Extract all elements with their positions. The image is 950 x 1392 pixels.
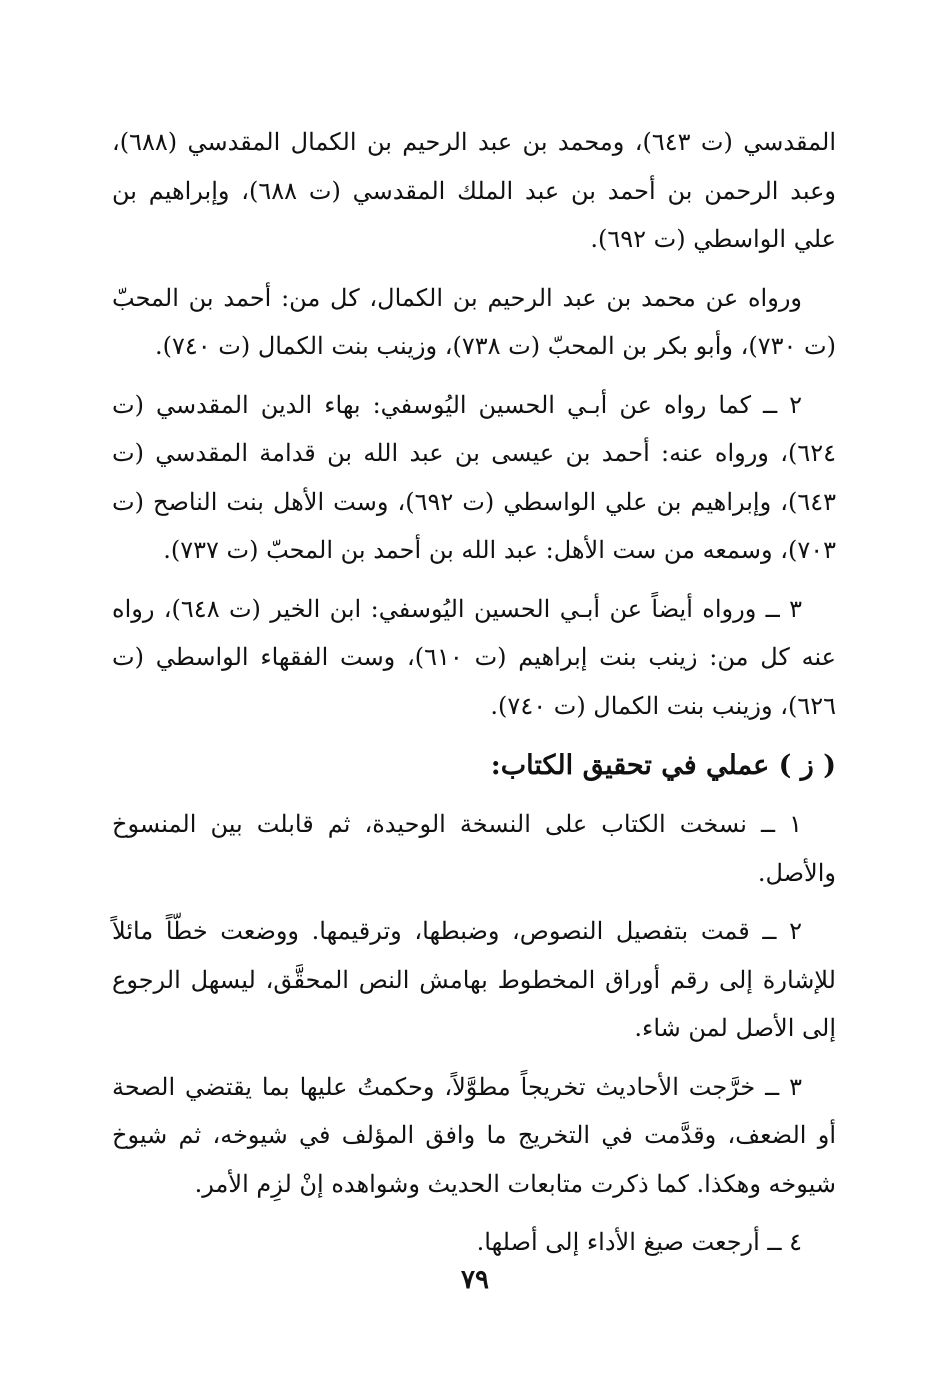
paragraph-6: ٢ ــ قمت بتفصيل النصوص، وضبطها، وترقيمها. ووضعت خطّاً مائلاً للإشارة إلى رقم أوراق المخطوط بهامش النص المحقَّق، ليسهل الرجوع إلى الأصل لمن شاء. xyxy=(112,917,836,1042)
paragraph-5: ١ ــ نسخت الكتاب على النسخة الوحيدة، ثم قابلت بين المنسوخ والأصل. xyxy=(112,810,836,887)
page-number: ٧٩ xyxy=(461,1265,489,1295)
paragraph-3: ٢ ــ كما رواه عن أبـي الحسين اليُوسفي: بهاء الدين المقدسي (ت ٦٢٤)، ورواه عنه: أحمد بن عيسى بن عبد الله بن قدامة المقدسي (ت ٦٤٣)، وإبراهيم بن علي الواسطي (ت ٦٩٢)، وست الأهل بنت الناصح (ت ٧٠٣)، وسمعه من ست الأهل: عبد الله بن أحمد بن المحبّ (ت ٧٣٧). xyxy=(112,390,836,564)
paragraph-1: المقدسي (ت ٦٤٣)، ومحمد بن عبد الرحيم بن الكمال المقدسي (٦٨٨)، وعبد الرحمن بن أحمد بن عبد الملك المقدسي (ت ٦٨٨)، وإبراهيم بن علي الواسطي (ت ٦٩٢). xyxy=(112,128,836,253)
section-heading: ( ز ) عملي في تحقيق الكتاب: xyxy=(490,750,836,781)
paragraph-8: ٤ ــ أرجعت صيغ الأداء إلى أصلها. xyxy=(476,1228,802,1256)
paragraph-2: ورواه عن محمد بن عبد الرحيم بن الكمال، كل من: أحمد بن المحبّ (ت ٧٣٠)، وأبو بكر بن المحبّ (ت ٧٣٨)، وزينب بنت الكمال (ت ٧٤٠). xyxy=(112,283,836,360)
body-text xyxy=(112,118,836,1277)
paragraph-4: ٣ ــ ورواه أيضاً عن أبـي الحسين اليُوسفي: ابن الخير (ت ٦٤٨)، رواه عنه كل من: زينب بنت إبراهيم (ت ٦١٠)، وست الفقهاء الواسطي (ت ٦٢٦)، وزينب بنت الكمال (ت ٧٤٠). xyxy=(112,594,837,720)
paragraph-7: ٣ ــ خرَّجت الأحاديث تخريجاً مطوَّلاً، وحكمتُ عليها بما يقتضي الصحة أو الضعف، وقدَّمت في التخريج ما وافق المؤلف في شيوخه، ثم شيوخ شيوخه وهكذا. كما ذكرت متابعات الحديث وشواهده إنْ لزِم الأمر. xyxy=(112,1072,836,1198)
